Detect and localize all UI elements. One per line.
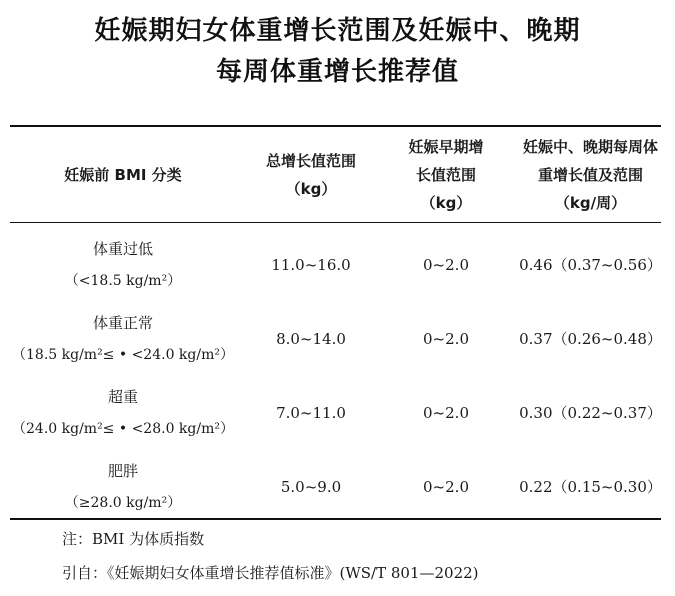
- weekly-gain-cell: 0.22（0.15~0.30）: [519, 478, 662, 496]
- category-range: （18.5 kg/m²≤ • <24.0 kg/m²）: [12, 347, 234, 363]
- header-line: （kg）: [420, 193, 472, 212]
- weekly-gain-cell: 0.30（0.22~0.37）: [519, 404, 662, 422]
- table-row: [0, 450, 675, 524]
- total-gain-cell: 7.0~11.0: [276, 404, 346, 422]
- table-row: [0, 228, 675, 302]
- weekly-gain-cell: 0.37（0.26~0.48）: [519, 330, 662, 348]
- header-line: 总增长值范围: [265, 151, 356, 170]
- document-title-line2: 每周体重增长推荐值: [215, 57, 459, 87]
- header-line: 长值范围: [415, 165, 476, 184]
- header-weekly-gain: [506, 127, 675, 222]
- category-range: （≥28.0 kg/m²）: [64, 495, 182, 511]
- bmi-category-cell: [10, 228, 236, 302]
- bmi-category-cell: [10, 450, 236, 524]
- header-line: 妊娠前 BMI 分类: [64, 165, 182, 184]
- category-name: 体重正常: [92, 314, 153, 332]
- header-divider-rule: [10, 222, 661, 223]
- early-gain-cell: 0~2.0: [423, 404, 469, 422]
- category-range: （24.0 kg/m²≤ • <28.0 kg/m²）: [12, 421, 234, 437]
- header-line: 重增长值及范围: [537, 165, 643, 184]
- early-gain-cell: 0~2.0: [423, 330, 469, 348]
- total-gain-cell: 8.0~14.0: [276, 330, 346, 348]
- category-name: 体重过低: [92, 240, 153, 258]
- document-title-line1: 妊娠期妇女体重增长范围及妊娠中、晚期: [94, 16, 581, 46]
- category-range: （<18.5 kg/m²）: [64, 273, 182, 289]
- early-gain-cell: 0~2.0: [423, 478, 469, 496]
- bmi-note: 注：BMI 为体质指数: [62, 530, 205, 548]
- weekly-gain-cell: 0.46（0.37~0.56）: [519, 256, 662, 274]
- header-line: 妊娠早期增: [408, 137, 484, 156]
- source-citation: 引自：《妊娠期妇女体重增长推荐值标准》(WS/T 801—2022): [62, 564, 479, 582]
- header-bmi-category: [10, 127, 236, 222]
- bmi-category-cell: [10, 302, 236, 376]
- table-row: [0, 376, 675, 450]
- header-total-gain: [236, 127, 386, 222]
- header-line: 妊娠中、晚期每周体: [522, 137, 658, 156]
- header-early-gain: [386, 127, 506, 222]
- total-gain-cell: 5.0~9.0: [280, 478, 342, 496]
- early-gain-cell: 0~2.0: [423, 256, 469, 274]
- table-bottom-rule: [10, 518, 661, 520]
- category-name: 肥胖: [107, 462, 138, 480]
- bmi-category-cell: [10, 376, 236, 450]
- header-line: （kg）: [285, 179, 337, 198]
- total-gain-cell: 11.0~16.0: [271, 256, 351, 274]
- table-row: [0, 302, 675, 376]
- category-name: 超重: [107, 388, 138, 406]
- header-line: （kg/周）: [554, 193, 627, 212]
